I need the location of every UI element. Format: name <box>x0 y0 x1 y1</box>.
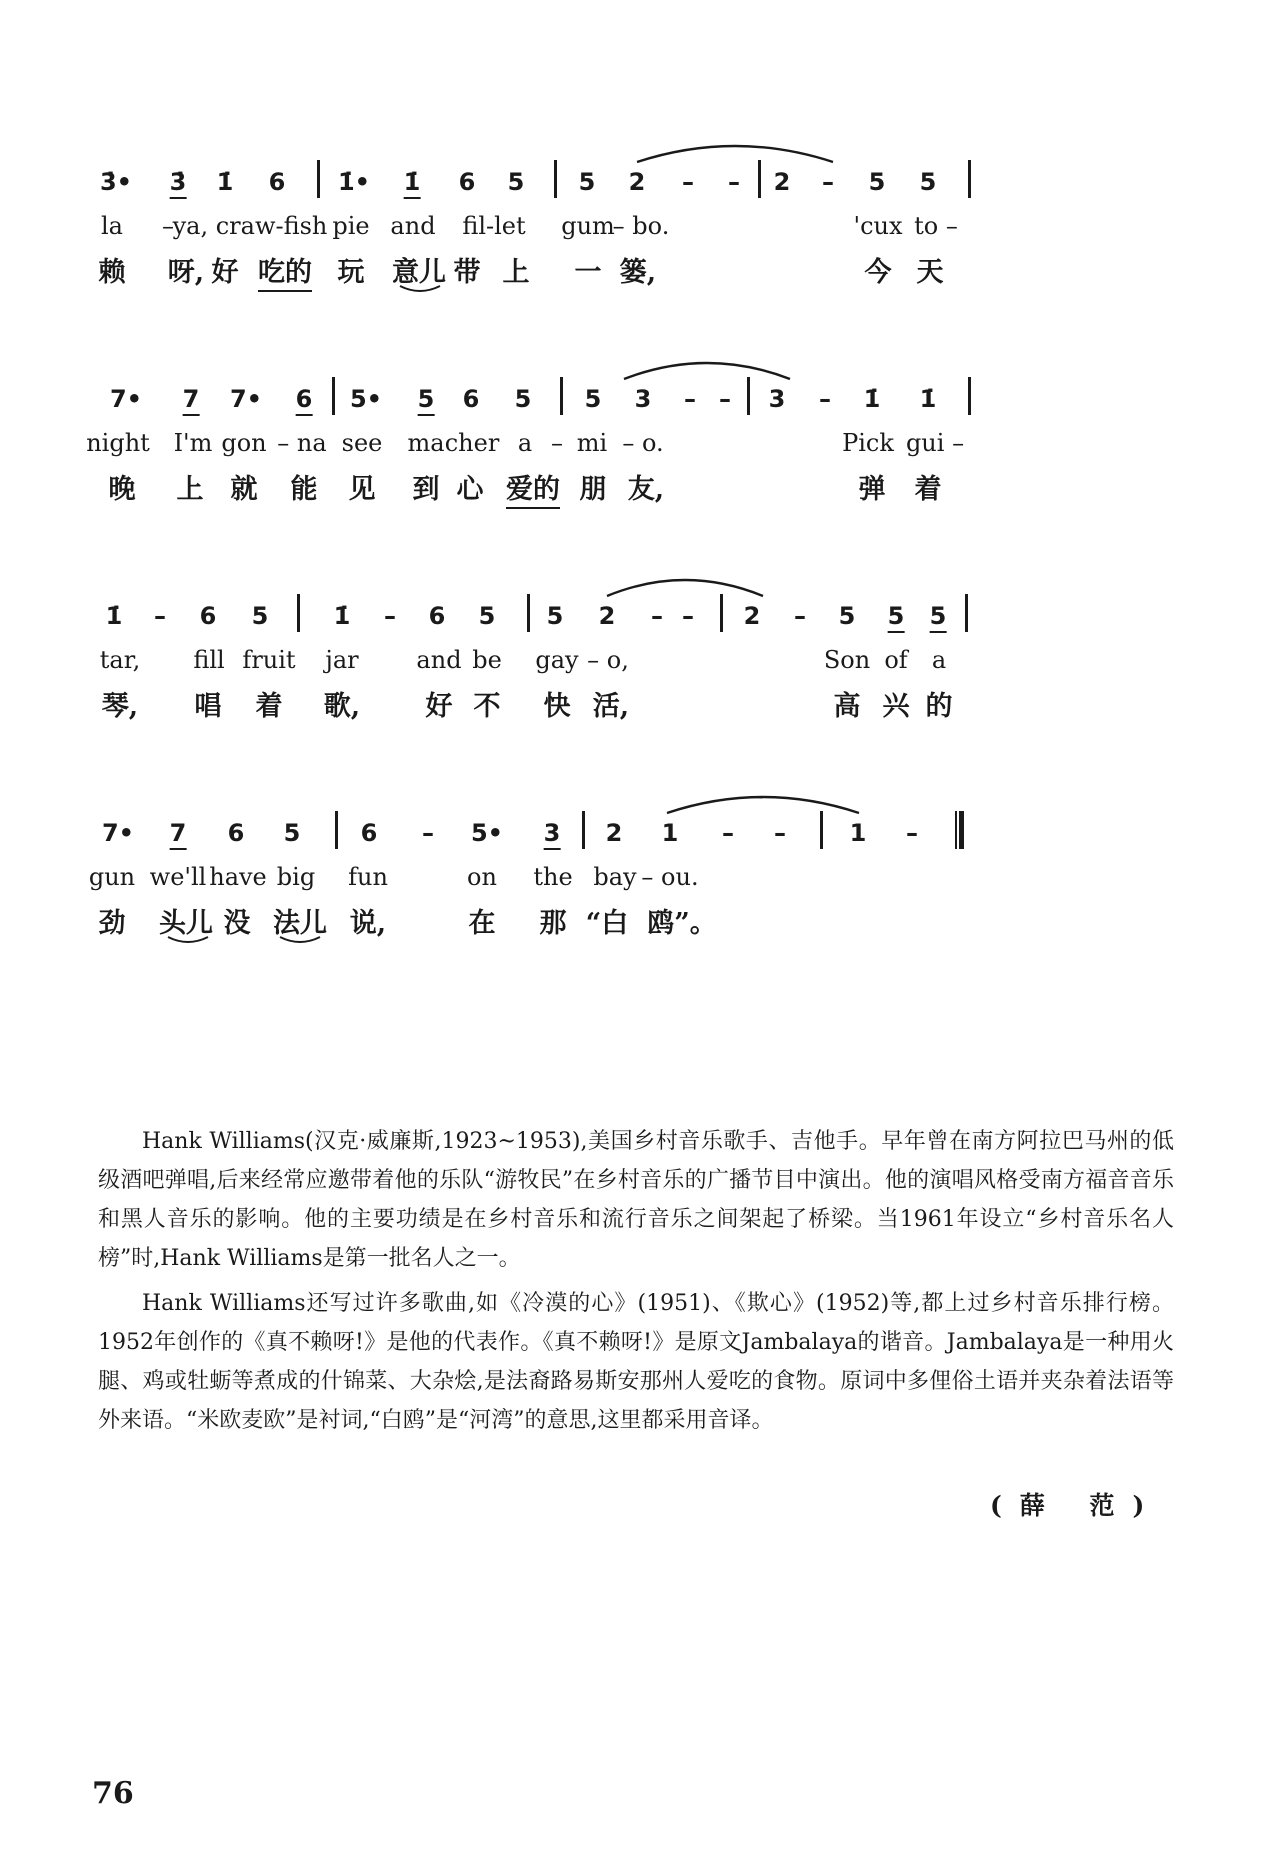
note: – <box>651 602 663 630</box>
lyric: 今 <box>864 257 892 288</box>
commentary <box>98 1122 1174 1446</box>
barline <box>332 377 335 415</box>
lyric: tar, <box>99 646 141 674</box>
note: 5 <box>478 602 496 630</box>
lyric: 赖 <box>98 257 126 288</box>
lyric: the <box>533 863 573 891</box>
note: 1̇ <box>404 168 421 199</box>
lyric: and <box>390 212 436 240</box>
lyric: 歌, <box>323 691 361 722</box>
note: 6 <box>360 819 378 847</box>
lyric: 玩 <box>337 257 365 288</box>
lyric: gon <box>221 429 267 457</box>
lyric: cher <box>444 429 500 457</box>
lyric: Son <box>823 646 871 674</box>
note: 5 <box>514 385 532 413</box>
lyric: 高 <box>833 691 861 722</box>
notes-row <box>101 811 1190 851</box>
lyric: la <box>101 212 123 240</box>
lyric: 就 <box>230 474 258 505</box>
barline <box>554 160 557 198</box>
barline <box>965 594 968 632</box>
barline <box>968 377 971 415</box>
lyric: to – <box>914 212 958 240</box>
barline <box>968 160 971 198</box>
lyric: ya, craw-fish <box>172 212 328 240</box>
note: 1̇ <box>863 385 881 413</box>
lyric: 好 <box>211 257 239 288</box>
notes-row <box>110 377 1190 417</box>
lyric: 着 <box>914 474 942 505</box>
note: 5 <box>888 602 905 633</box>
lyric: Pick <box>842 429 894 457</box>
note: 7• <box>229 385 263 413</box>
note: – <box>794 602 806 630</box>
lyric: ma <box>407 429 445 457</box>
lyric: mi <box>576 429 608 457</box>
lyric: be <box>472 646 502 674</box>
note: – <box>684 385 696 413</box>
note: 2 <box>743 602 761 630</box>
note: 5 <box>868 168 886 196</box>
note: 7 <box>183 385 200 416</box>
note: 5 <box>838 602 856 630</box>
lyric: and <box>416 646 462 674</box>
note: – <box>682 602 694 630</box>
note: 2 <box>773 168 791 196</box>
lyric: fil-let <box>462 212 526 240</box>
lyric: fill <box>193 646 225 674</box>
note: 1̇ <box>333 602 351 630</box>
note: 3 <box>768 385 786 413</box>
note: 2 <box>605 819 623 847</box>
barline <box>720 594 723 632</box>
note: 5 <box>283 819 301 847</box>
lyric: a <box>517 429 533 457</box>
note: 5 <box>578 168 596 196</box>
lyric: 不 <box>473 691 501 722</box>
note: 5 <box>919 168 937 196</box>
note: 5 <box>546 602 564 630</box>
lyric: 吃的 <box>258 250 312 292</box>
note: 5• <box>470 819 504 847</box>
lyric: 劲 <box>98 908 126 939</box>
lyric: 'cux <box>853 212 903 240</box>
note: – <box>154 602 166 630</box>
barline <box>560 377 563 415</box>
note: – <box>719 385 731 413</box>
lyric: pie <box>332 212 370 240</box>
lyric: fun <box>348 863 388 891</box>
barline <box>335 811 338 849</box>
commentary-paragraph: Hank Williams(汉克·威廉斯,1923~1953),美国乡村音乐歌手、吉他手。早年曾在南方阿拉巴马州的低级酒吧弹唱,后来经常应邀带着他的乐队“游牧民”在乡村音乐的广播节目中演出。他的演唱风格受南方福音音乐和黑人音乐的影响。他的主要功绩是在乡村音乐和流行音乐之间架起了桥梁。当1961年设立“乡村音乐名人榜”时,Hank Williams是第一批名人之一。 <box>98 1129 1174 1271</box>
note: – <box>422 819 434 847</box>
final-barline <box>955 811 964 849</box>
lyrics-chinese <box>98 250 1190 290</box>
note: 6 <box>462 385 480 413</box>
note: 1̇ <box>919 385 937 413</box>
note: 5 <box>251 602 269 630</box>
lyric: 唱 <box>194 691 222 722</box>
note: 6 <box>227 819 245 847</box>
note: 3 <box>544 819 561 850</box>
lyrics-english <box>86 429 1190 469</box>
lyric: we'll <box>149 863 207 891</box>
slur-arc <box>398 284 442 296</box>
note: – <box>819 385 831 413</box>
lyric: “白 <box>585 908 629 939</box>
lyrics-english <box>99 646 1190 686</box>
note: 6 <box>428 602 446 630</box>
lyric: jar <box>325 646 359 674</box>
lyric: gun <box>88 863 136 891</box>
lyric: 兴 <box>882 691 910 722</box>
lyric: 友, <box>627 474 665 505</box>
lyric: 晚 <box>108 474 136 505</box>
note: 1̇• <box>337 168 371 196</box>
lyric: 心 <box>456 474 484 505</box>
lyrics-chinese <box>110 467 1190 507</box>
lyric: 一 <box>574 257 602 288</box>
lyric: 说, <box>349 908 387 939</box>
lyric: 琴, <box>101 691 139 722</box>
lyric: 在 <box>468 908 496 939</box>
lyric: 带 <box>453 257 481 288</box>
page-number: 76 <box>92 1776 134 1811</box>
note: 5 <box>584 385 602 413</box>
lyric: 弹 <box>858 474 886 505</box>
note: 5• <box>349 385 383 413</box>
lyric: a <box>931 646 947 674</box>
slur-arc <box>278 935 322 947</box>
note: 7• <box>101 819 135 847</box>
note: 6 <box>268 168 286 196</box>
lyrics-english <box>101 212 1190 252</box>
lyric: 活, <box>592 691 630 722</box>
note: 7 <box>170 819 187 850</box>
lyric: night <box>86 429 150 457</box>
lyric: – o, <box>587 646 629 674</box>
barline <box>582 811 585 849</box>
lyric: 爱的 <box>506 467 560 509</box>
lyric: – <box>162 212 174 240</box>
note: 7• <box>109 385 143 413</box>
barline <box>317 160 320 198</box>
lyrics-english <box>88 863 1190 903</box>
lyric: 呀, <box>167 257 205 288</box>
lyric: – ou. <box>641 863 699 891</box>
lyric: bay <box>593 863 637 891</box>
note: 3̇ <box>170 168 187 199</box>
lyric: 到 <box>412 474 440 505</box>
notes-row <box>105 594 1190 634</box>
lyric: I'm <box>173 429 213 457</box>
lyric: – o. <box>622 429 664 457</box>
note: 6 <box>199 602 217 630</box>
barline <box>820 811 823 849</box>
note: – <box>384 602 396 630</box>
lyric: 那 <box>539 908 567 939</box>
note: – <box>774 819 786 847</box>
note: 3̇• <box>99 168 133 196</box>
lyric: big <box>276 863 316 891</box>
lyric: see <box>341 429 383 457</box>
lyrics-chinese <box>101 684 1190 724</box>
lyric: have <box>209 863 267 891</box>
note: 3 <box>634 385 652 413</box>
lyric: 篓, <box>619 257 657 288</box>
lyric: – na <box>277 429 327 457</box>
lyric: – bo. <box>612 212 670 240</box>
lyrics-chinese <box>98 901 1190 941</box>
lyric: 天 <box>916 257 944 288</box>
note: 2 <box>598 602 616 630</box>
barline <box>747 377 750 415</box>
note: – <box>822 168 834 196</box>
lyric: gum <box>561 212 615 240</box>
commentary-paragraph: Hank Williams还写过许多歌曲,如《冷漠的心》(1951)、《欺心》(1952)等,都上过乡村音乐排行榜。1952年创作的《真不赖呀!》是他的代表作。《真不赖呀!》是原文Jambalaya的谐音。Jambalaya是一种用火腿、鸡或牡蛎等煮成的什锦菜、大杂烩,是法裔路易斯安那州人爱吃的食物。原词中多俚俗土语并夹杂着法语等外来语。“米欧麦欧”是衬词,“白鸥”是“河湾”的意思,这里都采用音译。 <box>98 1291 1174 1433</box>
lyric: 朋 <box>579 474 607 505</box>
author-credit: (薛 范) <box>990 1491 1163 1520</box>
note: 6 <box>296 385 313 416</box>
lyric: 鸥”。 <box>647 908 717 939</box>
note: 1 <box>849 819 867 847</box>
lyric: 见 <box>348 474 376 505</box>
lyric: 没 <box>223 908 251 939</box>
lyric: 上 <box>176 474 204 505</box>
lyric: 意儿 <box>392 257 446 288</box>
lyric: gay <box>535 646 579 674</box>
lyric: 能 <box>290 474 318 505</box>
barline <box>297 594 300 632</box>
lyric: 的 <box>925 691 953 722</box>
note: 5 <box>418 385 435 416</box>
lyric: on <box>467 863 497 891</box>
note: 2 <box>628 168 646 196</box>
lyric: 法儿 <box>273 908 327 939</box>
lyric: fruit <box>242 646 296 674</box>
slur-arc <box>166 935 210 947</box>
lyric: 着 <box>255 691 283 722</box>
note: 5 <box>930 602 947 633</box>
note: – <box>722 819 734 847</box>
lyric: 头儿 <box>159 908 213 939</box>
note: – <box>682 168 694 196</box>
lyric: – <box>551 429 563 457</box>
note: 1̇ <box>105 602 123 630</box>
note: 5 <box>507 168 525 196</box>
note: – <box>728 168 740 196</box>
lyric: 上 <box>502 257 530 288</box>
note: 1 <box>661 819 679 847</box>
lyric: gui – <box>905 429 965 457</box>
lyric: 快 <box>543 691 571 722</box>
lyric: of <box>884 646 908 674</box>
barline <box>527 594 530 632</box>
note: 1̇ <box>216 168 234 196</box>
note: 6 <box>458 168 476 196</box>
barline <box>758 160 761 198</box>
note: – <box>906 819 918 847</box>
lyric: 好 <box>425 691 453 722</box>
notes-row <box>99 160 1190 200</box>
